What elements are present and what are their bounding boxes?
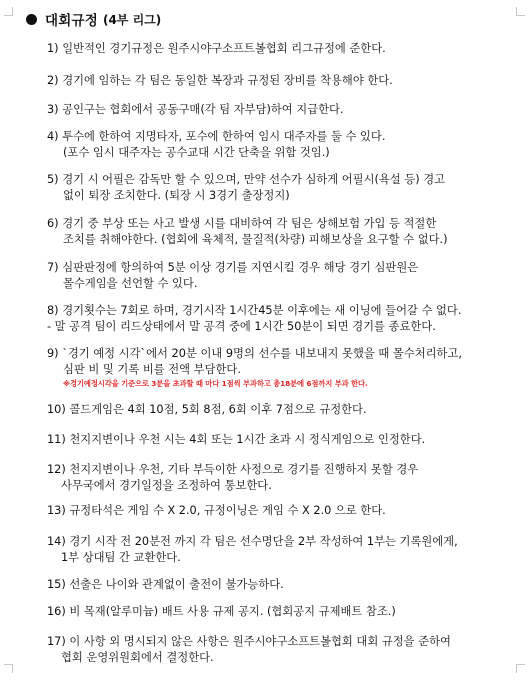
crop-mark xyxy=(4,15,12,16)
rule-text: 콜드게임은 4회 10점, 5회 8점, 6회 이후 7점으로 규정한다. xyxy=(69,403,367,416)
rule-number: 2) xyxy=(47,74,63,87)
rule-continuation: 조치를 취해야한다. (협회에 육체적, 물질적(차량) 피해보상을 요구할 수 없다.) xyxy=(63,233,448,246)
rule-item-13 xyxy=(47,503,515,519)
rule-number: 11) xyxy=(47,433,70,446)
rule-number: 13) xyxy=(47,504,70,517)
section-subtitle: (4부 리그) xyxy=(102,12,162,27)
rule-text: `경기 예정 시각`에서 20분 이내 9명의 선수를 내보내지 못했을 때 몰수처리하고, xyxy=(62,347,462,360)
crop-mark xyxy=(12,7,22,16)
rule-continuation: 1부 상대팀 간 교환한다. xyxy=(61,551,181,564)
rule-note: ※경기예정시각을 기준으로 3분을 초과할 때 마다 1점씩 부과하고 총18분에 6점까지 부과 한다. xyxy=(63,379,368,388)
section-header xyxy=(26,8,161,30)
rule-number: 3) xyxy=(47,103,63,116)
rule-text: 경기 시 어필은 감독만 할 수 있으며, 만약 선수가 심하게 어필시(욕설 등) 경고 xyxy=(62,173,446,186)
rule-item-15 xyxy=(47,577,515,593)
rule-continuation: 협회 운영위원회에서 결정한다. xyxy=(61,651,214,664)
rule-number: 4) xyxy=(47,130,63,143)
rule-item-10 xyxy=(47,402,515,418)
rule-number: 10) xyxy=(47,403,70,416)
rule-text: 이 사항 외 명시되지 않은 사항은 원주시야구소프트볼협회 대회 규정을 준하여 xyxy=(69,635,451,648)
rule-item-2 xyxy=(47,73,515,89)
crop-mark xyxy=(4,664,12,665)
rule-item-11 xyxy=(47,432,515,448)
rule-item-8 xyxy=(47,303,515,335)
rule-item-16 xyxy=(47,604,515,620)
rule-item-6 xyxy=(47,216,515,248)
rule-number: 7) xyxy=(47,261,63,274)
rule-text: 천지지변이나 우천, 기타 부득이한 사정으로 경기를 진행하지 못할 경우 xyxy=(69,463,419,476)
crop-mark xyxy=(507,7,517,16)
rule-text: 규정타석은 게임 수 X 2.0, 규정이닝은 게임 수 X 2.0 으로 한다. xyxy=(69,504,386,517)
rule-item-5 xyxy=(47,172,515,204)
rule-item-4 xyxy=(47,129,515,161)
rule-number: 16) xyxy=(47,605,70,618)
rule-text: 경기에 임하는 각 팀은 동일한 복장과 규정된 장비를 착용해야 한다. xyxy=(62,74,393,87)
rule-item-7 xyxy=(47,260,515,292)
rule-number: 5) xyxy=(47,173,63,186)
rule-item-14 xyxy=(47,534,515,566)
rule-continuation: (포수 임시 대주자는 공수교대 시간 단축을 위함 것임.) xyxy=(63,146,330,159)
crop-mark xyxy=(517,664,525,665)
crop-mark xyxy=(12,664,22,673)
rule-text: 공인구는 협회에서 공동구매(각 팀 자부담)하여 지급한다. xyxy=(62,103,344,116)
rule-number: 17) xyxy=(47,635,70,648)
section-title: 대회규정 xyxy=(45,13,98,29)
rule-item-9 xyxy=(47,346,515,390)
rule-text: 경기횟수는 7회로 하며, 경기시작 1시간45분 이후에는 새 이닝에 들어갈 수 없다. xyxy=(62,304,462,317)
rule-continuation: 없이 퇴장 조치한다. (퇴장 시 3경기 출장정지) xyxy=(63,189,290,202)
rule-number: 9) xyxy=(47,347,63,360)
rule-number: 15) xyxy=(47,578,70,591)
rule-number: 14) xyxy=(47,535,70,548)
rule-text: 천지지변이나 우천 시는 4회 또는 1시간 초과 시 정식게임으로 인정한다. xyxy=(69,433,426,446)
rule-number: 6) xyxy=(47,217,63,230)
rule-text: 투수에 한하여 지명타자, 포수에 한하여 임시 대주자를 둘 수 있다. xyxy=(62,130,386,143)
bullet-icon xyxy=(26,14,37,25)
rule-text: 비 목재(알루미늄) 배트 사용 규제 공지. (협회공지 규제배트 참조.) xyxy=(69,605,396,618)
rule-text: 경기 중 부상 또는 사고 발생 시를 대비하여 각 팀은 상해보험 가입 등 적절한 xyxy=(62,217,437,230)
rule-text: 심판판정에 항의하여 5분 이상 경기를 지연시킬 경우 해당 경기 심판원은 xyxy=(62,261,419,274)
rule-continuation: 심판 비 및 기록 비를 전액 부담한다. xyxy=(63,363,241,376)
rule-item-1 xyxy=(47,41,515,57)
rule-continuation: 몰수게임을 선언할 수 있다. xyxy=(63,277,198,290)
rule-number: 12) xyxy=(47,463,70,476)
rule-text: 선출은 나이와 관계없이 출전이 불가능하다. xyxy=(69,578,284,591)
rule-continuation: 사무국에서 경기일정을 조정하여 통보한다. xyxy=(61,479,272,492)
rule-item-17 xyxy=(47,634,515,666)
rule-item-3 xyxy=(47,102,515,118)
rule-text: 경기 시작 전 20분전 까지 각 팀은 선수명단을 2부 작성하여 1부는 기록원에게, xyxy=(69,535,458,548)
rule-number: 1) xyxy=(47,42,63,55)
rule-continuation: - 말 공격 팀이 리드상태에서 말 공격 중에 1시간 50분이 되면 경기를 종료한다. xyxy=(47,320,436,333)
rule-text: 일반적인 경기규정은 원주시야구소프트볼협회 리그규정에 준한다. xyxy=(62,42,386,55)
rule-number: 8) xyxy=(47,304,63,317)
rule-item-12 xyxy=(47,462,515,494)
crop-mark xyxy=(517,15,525,16)
